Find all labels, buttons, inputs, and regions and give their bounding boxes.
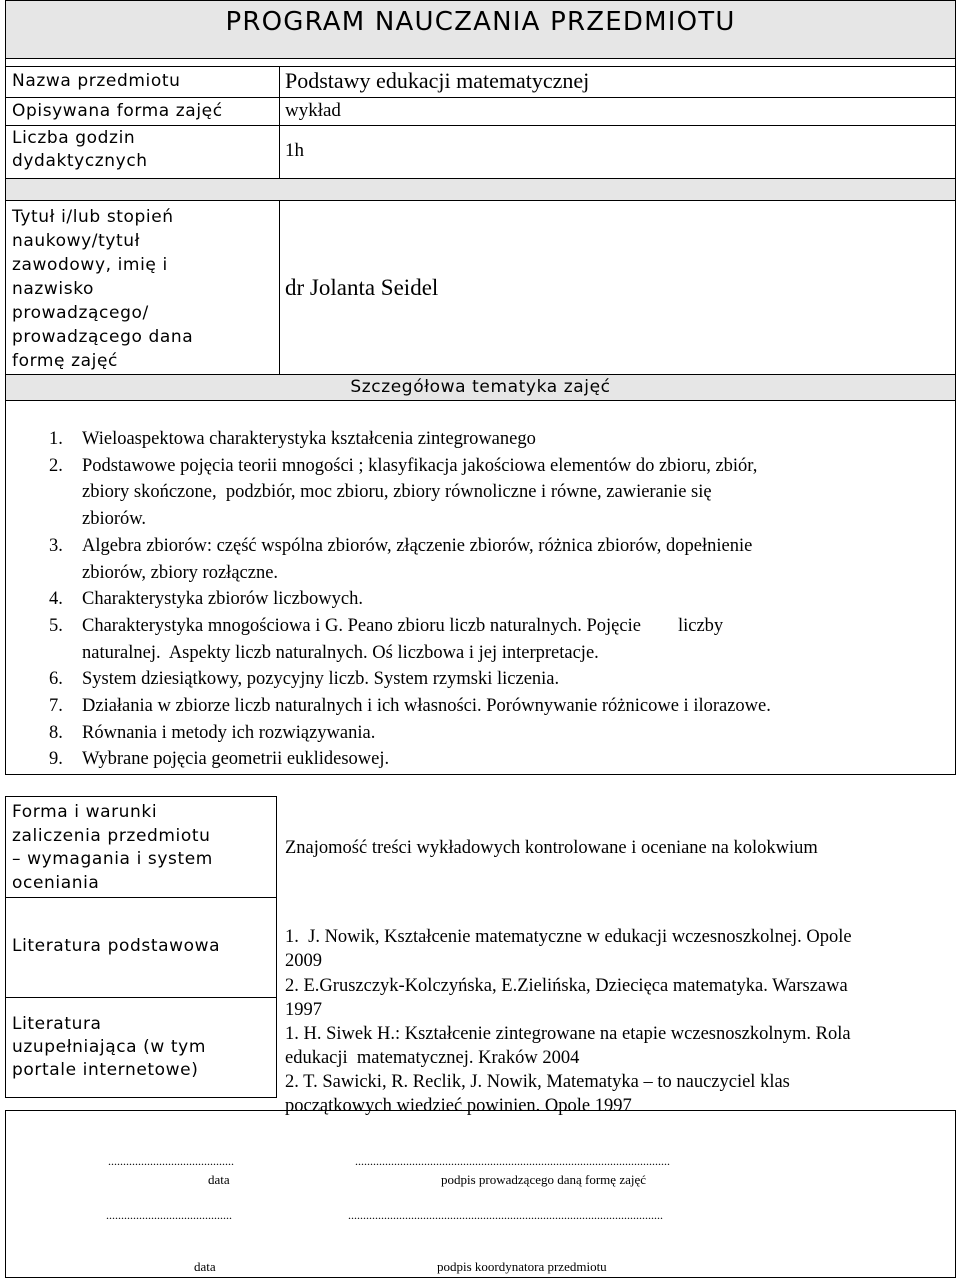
column-divider <box>279 201 280 374</box>
literature-extra-label-line: uzupełniająca (w tym <box>12 1037 207 1057</box>
literature-extra-line: 1. H. Siwek H.: Kształcenie zintegrowane na etapie wczesnoszkolnym. Rola <box>285 1024 851 1044</box>
topic-text: zbiorów. <box>82 509 147 530</box>
topic-item <box>49 533 954 586</box>
row-divider <box>5 897 277 898</box>
topic-number: 1. <box>49 429 63 449</box>
signature-date-label-1: data <box>208 1172 230 1187</box>
hours-label-line: dydaktycznych <box>12 151 148 171</box>
assessment-value: Znajomość treści wykładowych kontrolowane i oceniane na kolokwium <box>285 838 818 858</box>
literature-extra-label-line: Literatura <box>12 1014 102 1034</box>
lecturer-label-line: Tytuł i/lub stopień <box>12 207 174 227</box>
literature-extra-line: początkowych wiedzieć powinien. Opole 1997 <box>285 1096 632 1116</box>
lecturer-label <box>12 205 193 373</box>
page-title: PROGRAM NAUCZANIA PRZEDMIOTU <box>225 7 736 37</box>
signature-lecturer-label: podpis prowadzącego daną formę zajęć <box>441 1172 647 1187</box>
topic-number: 7. <box>49 696 63 717</box>
literature-basic-line: 2. E.Gruszczyk-Kolczyńska, E.Zielińska, Dziecięca matematyka. Warszawa <box>285 975 848 996</box>
topic-text: Charakterystyka mnogościowa i G. Peano zbioru liczb naturalnych. Pojęcie liczby <box>82 615 724 636</box>
lecturer-label-line: prowadzącego/ <box>12 303 149 323</box>
topic-text: Wieloaspektowa charakterystyka kształcenia zintegrowanego <box>82 429 536 449</box>
topic-text: Algebra zbiorów: część wspólna zbiorów, złączenie zbiorów, różnica zbiorów, dopełnienie <box>82 535 753 556</box>
topic-item <box>49 453 954 533</box>
column-divider <box>279 66 280 178</box>
topic-text: naturalnej. Aspekty liczb naturalnych. Oś liczbowa i jej interpretacje. <box>82 642 599 663</box>
signature-dots-lecturer: ......................................................................................................... <box>355 1154 670 1168</box>
topic-number: 8. <box>49 722 63 743</box>
literature-extra-line: 2. T. Sawicki, R. Reclik, J. Nowik, Matematyka – to nauczyciel klas <box>285 1072 790 1092</box>
literature-extra-line: edukacji matematycznej. Kraków 2004 <box>285 1048 580 1068</box>
row-divider <box>5 125 956 126</box>
form-value: wykład <box>285 100 341 121</box>
topic-item <box>49 693 954 720</box>
signature-dots-date-2: .......................................... <box>106 1208 232 1222</box>
literature-extra-label-line: portale internetowe) <box>12 1060 199 1080</box>
signature-coordinator-label: podpis koordynatora przedmiotu <box>437 1259 607 1274</box>
topic-number: 3. <box>49 535 63 556</box>
topics-list <box>49 426 954 773</box>
literature-basic-line: 1997 <box>285 1000 322 1020</box>
topic-text: Działania w zbiorze liczb naturalnych i ich własności. Porównywanie różnicowe i ilorazowe. <box>82 696 771 717</box>
topic-text: zbiorów, zbiory rozłączne. <box>82 562 279 583</box>
signature-box <box>5 1110 956 1278</box>
literature-extra-label <box>12 1013 206 1082</box>
form-label: Opisywana forma zajęć <box>12 101 223 121</box>
spacer-band <box>5 178 956 201</box>
topic-text: Równania i metody ich rozwiązywania. <box>82 722 376 743</box>
assessment-label-line: zaliczenia przedmiotu <box>12 825 211 846</box>
topics-header: Szczegółowa tematyka zajęć <box>350 377 611 397</box>
signature-dots-coordinator: ......................................................................................................... <box>348 1208 663 1222</box>
topic-text: Charakterystyka zbiorów liczbowych. <box>82 589 364 610</box>
lecturer-label-line: prowadzącego dana <box>12 327 194 347</box>
assessment-label-line: Forma i warunki <box>12 802 158 822</box>
topic-item <box>49 666 954 693</box>
literature-extra-list <box>285 998 851 1118</box>
topic-number: 4. <box>49 589 63 610</box>
topic-number: 6. <box>49 669 63 690</box>
hours-label <box>12 127 148 173</box>
assessment-label-line: – wymagania i system <box>12 849 213 869</box>
lecturer-label-line: nazwisko <box>12 279 95 299</box>
lecturer-label-line: formę zajęć <box>12 351 118 371</box>
topic-text: Podstawowe pojęcia teorii mnogości ; klasyfikacja jakościowa elementów do zbioru, zbiór, <box>82 455 758 476</box>
assessment-label-line: oceniania <box>12 872 100 893</box>
literature-basic-label: Literatura podstawowa <box>12 936 221 956</box>
topic-text: zbiory skończone, podzbiór, moc zbioru, zbiory równoliczne i równe, zawieranie się <box>82 482 712 503</box>
topic-item <box>49 586 954 613</box>
topic-number: 2. <box>49 455 63 476</box>
signature-date-label-2: data <box>194 1259 216 1274</box>
lecturer-label-line: zawodowy, imię i <box>12 255 168 275</box>
course-name-value: Podstawy edukacji matematycznej <box>285 68 590 93</box>
assessment-label <box>12 801 213 895</box>
hours-label-line: Liczba godzin <box>12 128 136 148</box>
literature-basic-line: 2009 <box>285 951 322 971</box>
topic-item <box>49 426 954 453</box>
lecturer-value: dr Jolanta Seidel <box>285 275 439 300</box>
hours-value: 1h <box>285 140 304 161</box>
row-divider <box>5 97 956 98</box>
topic-number: 9. <box>49 749 63 770</box>
topic-text: System dziesiątkowy, pozycyjny liczb. System rzymski liczenia. <box>82 669 560 690</box>
topic-number: 5. <box>49 615 63 636</box>
signature-dots-date-1: .......................................... <box>108 1154 234 1168</box>
topic-item <box>49 746 954 773</box>
topic-item <box>49 720 954 747</box>
topic-item <box>49 613 954 666</box>
literature-basic-line: 1. J. Nowik, Kształcenie matematyczne w edukacji wczesnoszkolnej. Opole <box>285 926 852 947</box>
lecturer-label-line: naukowy/tytuł <box>12 231 141 251</box>
topic-text: Wybrane pojęcia geometrii euklidesowej. <box>82 749 390 770</box>
course-name-label: Nazwa przedmiotu <box>12 71 181 91</box>
row-divider <box>5 997 277 998</box>
